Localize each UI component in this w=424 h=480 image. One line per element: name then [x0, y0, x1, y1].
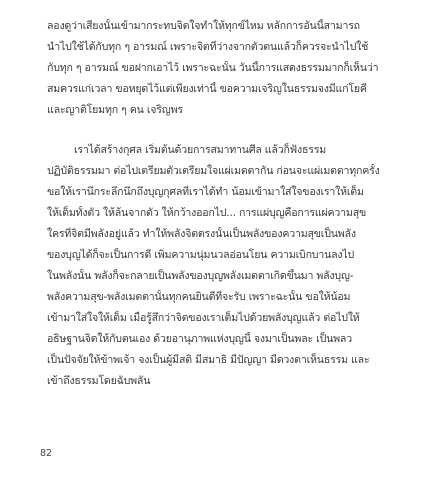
paragraph-1-line-5: และญาติโยมทุก ๆ คน เจริญพร [47, 104, 183, 116]
paragraph-1-line-1: ลองดูว่าเสียงนั้นเข้ามากระทบจิตใจทำให้ทุกข์ไหม หลักการอันนี้สามารถ [47, 20, 360, 32]
paragraph-2-line-6: ของบุญได้ก็จะเป็นการดี เพิ่มความนุ่มนวลอ่อนโยน ความเบิกบานลงไป [47, 249, 355, 261]
paragraph-1-line-3: กับทุก ๆ อารมณ์ ขอฝากเอาไว้ เพราะฉะนั้น วันนี้การแสดงธรรมมากก็เห็นว่า [47, 62, 379, 74]
paragraph-2-line-11: เป็นปัจจัยให้ข้าพเจ้า จงเป็นผู้มีสติ มีสมาธิ มีปัญญา มีดวงตาเห็นธรรม และ [47, 354, 370, 366]
paragraph-2-line-5: ใครที่จิตมีพลังอยู่แล้ว ทำให้พลังจิตตรงนั้นเป็นพลังของความสุขเป็นพลัง [47, 228, 356, 240]
paragraph-2-line-4: ให้เต็มทั้งตัว ให้ล้นจากตัว ให้กว้างออกไป... การแผ่บุญคือการแผ่ความสุข [47, 207, 366, 219]
paragraph-2-line-2: ปฏิบัติธรรมมา ต่อไปเตรียมตัวเตรียมใจแผ่เมตตากัน ก่อนจะแผ่เมตตาทุกครั้ง [47, 165, 380, 177]
paragraph-2-line-8: พลังความสุข-พลังเมตตานั้นทุกคนยินดีที่จะรับ เพราะฉะนั้น ขอให้น้อม [47, 291, 351, 303]
paragraph-2-line-12: เข้าถึงธรรมโดยฉับพลัน [47, 375, 151, 387]
page-number: 82 [40, 448, 53, 459]
paragraph-2-line-3: ขอให้เรานึกระลึกนึกถึงบุญกุศลที่เราได้ทำ น้อมเข้ามาใส่ใจของเราให้เต็ม [47, 186, 364, 198]
paragraph-2-line-1: เราได้สร้างกุศล เริ่มต้นด้วยการสมาทานศีล แล้วก็ฟังธรรม [74, 144, 326, 156]
paragraph-1-line-4: สมควรแก่เวลา ขอหยุดไว้แต่เพียงเท่านี้ ขอความเจริญในธรรมจงมีแก่โยคี [47, 83, 367, 95]
paragraph-2-line-9: เข้ามาใส่ใจให้เต็ม เมื่อรู้สึกว่าจิตของเราเต็มไปด้วยพลังบุญแล้ว ต่อไปให้ [47, 312, 360, 324]
paragraph-1-line-2: นำไปใช้ได้กับทุก ๆ อารมณ์ เพราะจิตที่ว่างจากตัวตนแล้วก็ควรจะนำไปใช้ [47, 41, 369, 53]
paragraph-2-line-10: อธิษฐานจิตให้กับตนเอง ด้วยอานุภาพแห่งบุญนี้ จงมาเป็นพละ เป็นพลว [47, 333, 352, 345]
paragraph-2-line-7: ในพลังนั้น พลังก็จะกลายเป็นพลังของบุญพลังเมตตาเกิดขึ้นมา พลังบุญ- [47, 270, 354, 282]
